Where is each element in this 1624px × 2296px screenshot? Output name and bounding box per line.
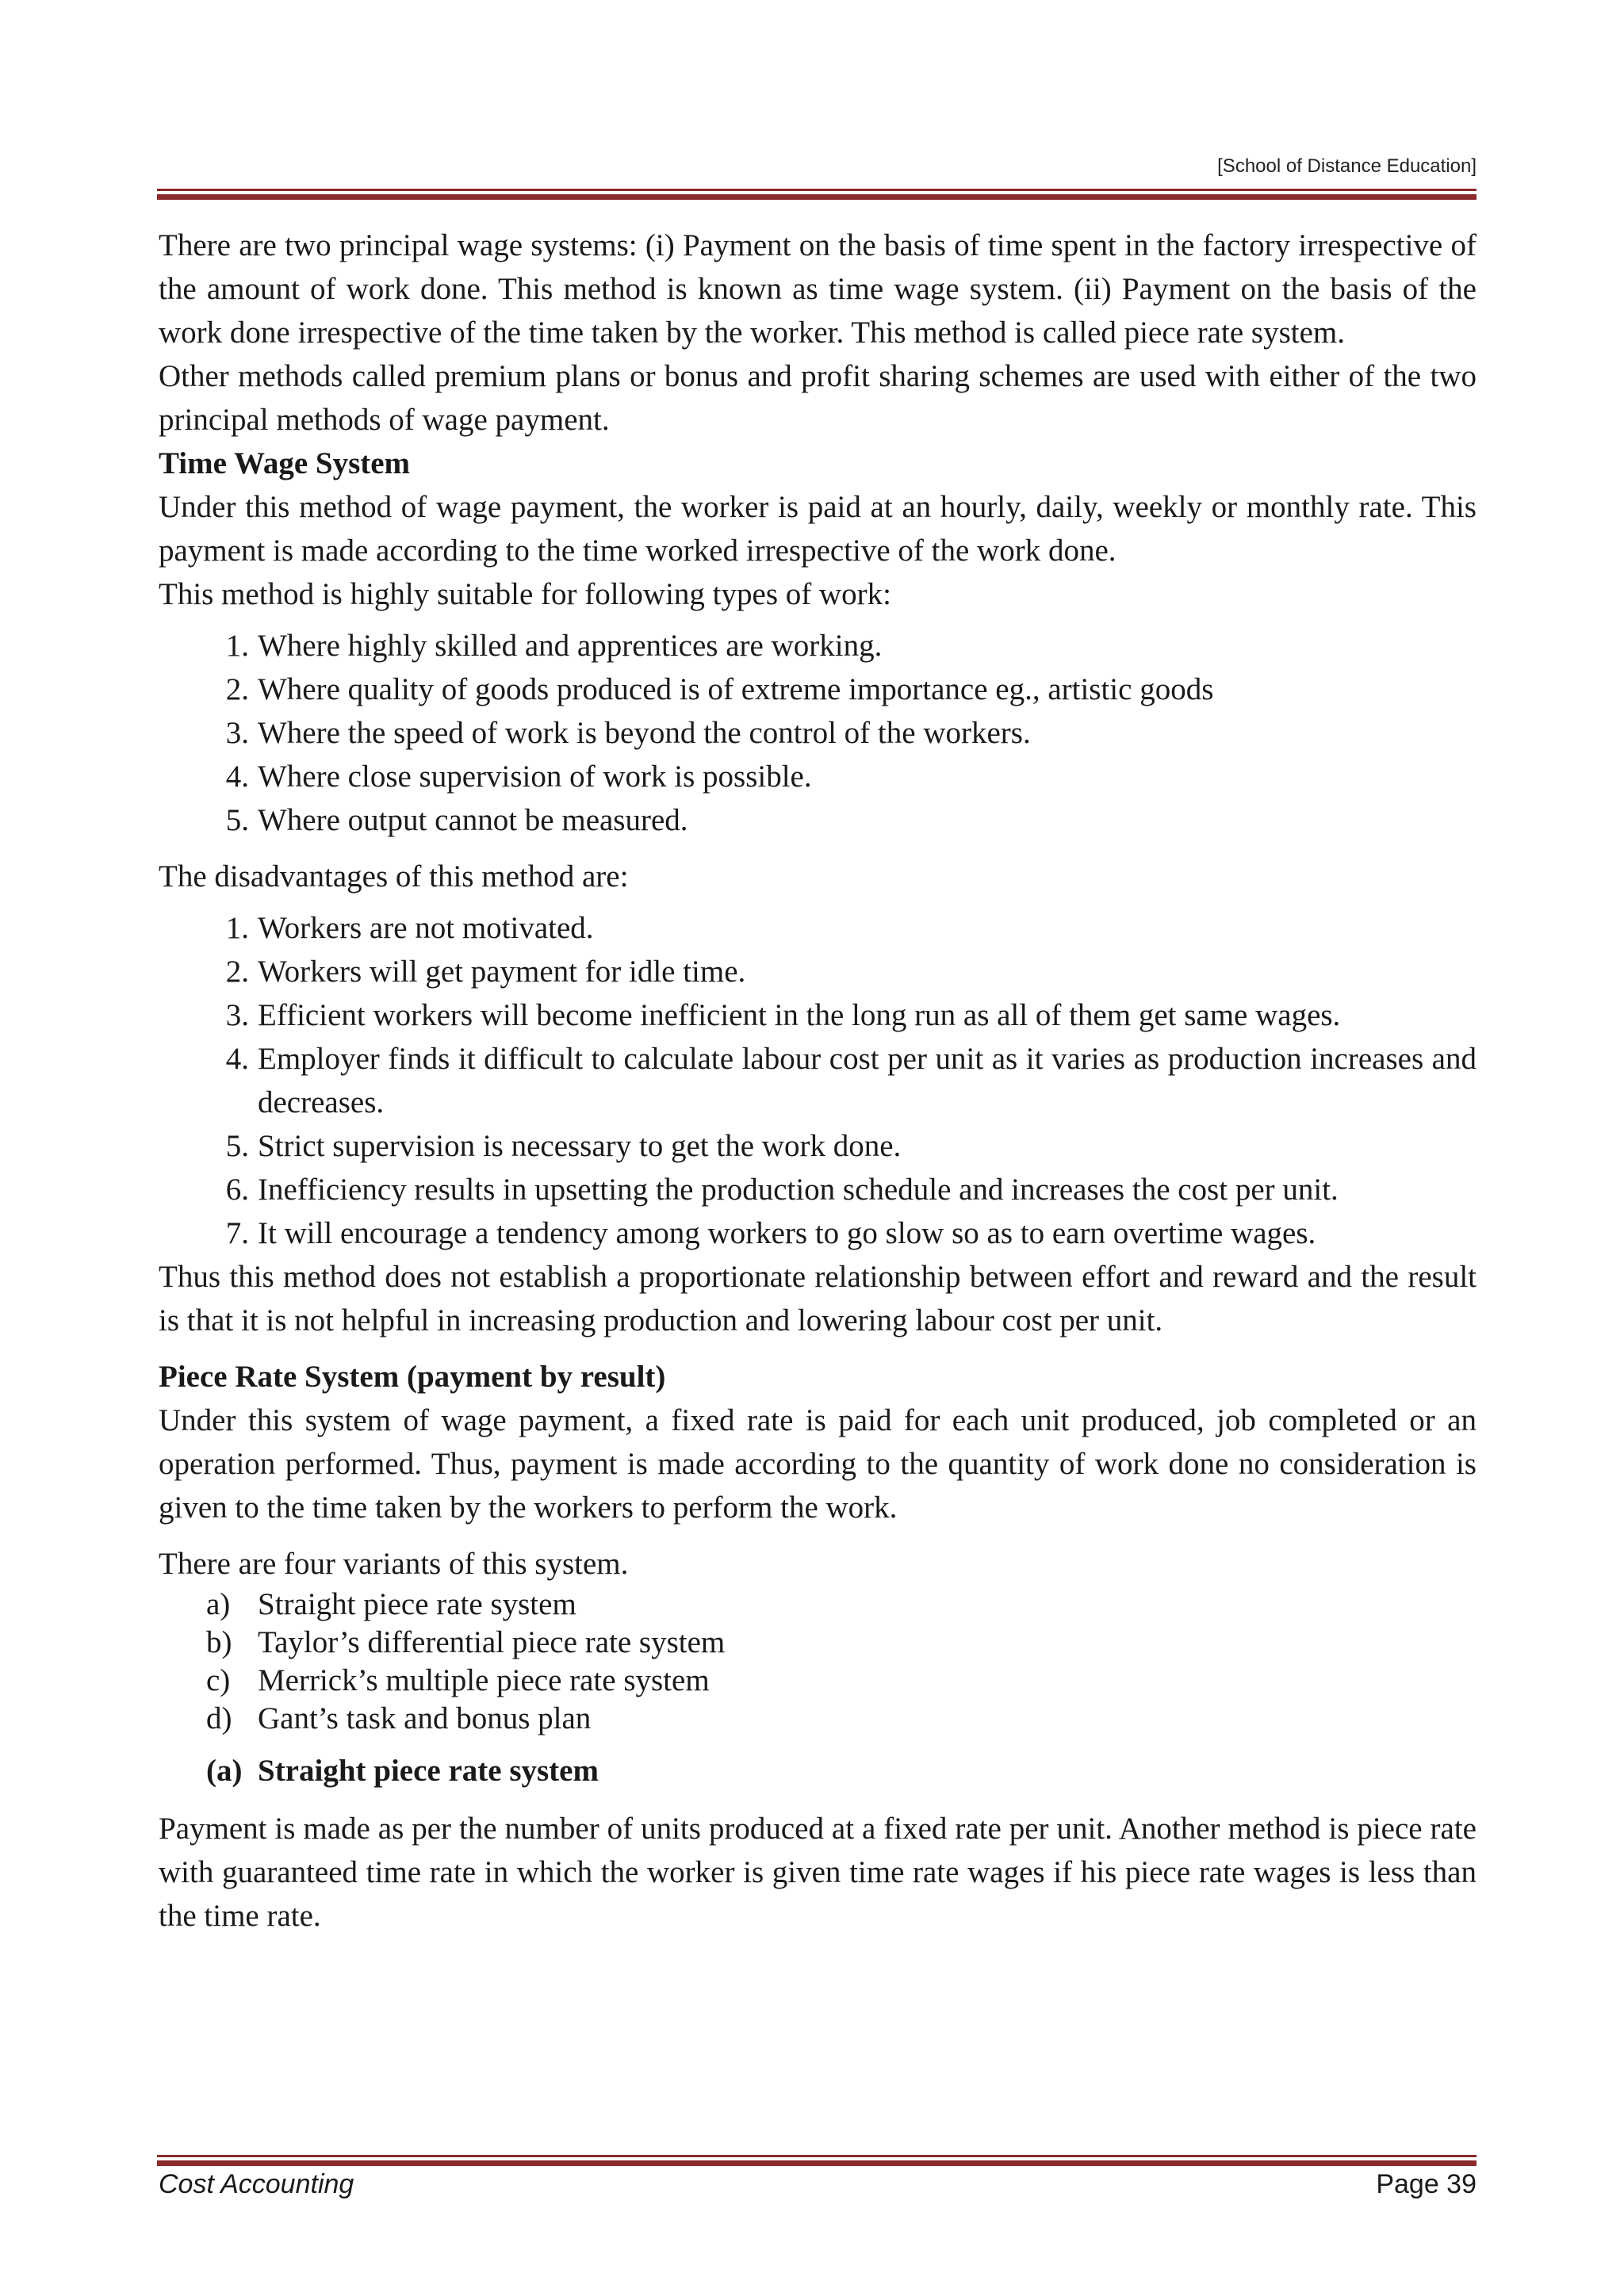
list-item: 2. Workers will get payment for idle time. [225, 955, 746, 989]
footer-course-title: Cost Accounting [159, 2169, 354, 2199]
page-header: [School of Distance Education] [1217, 155, 1477, 177]
footer-rule [157, 2155, 1477, 2166]
time-wage-conclusion: Thus this method does not establish a proportionate relationship between effort and reward and the result is that it is not helpful in increasing production and lowering labour cost per unit. [159, 1260, 1477, 1337]
list-item: 7. It will encourage a tendency among workers to go slow so as to earn overtime wages. [225, 1216, 1316, 1250]
suitable-work-list [159, 624, 1477, 842]
intro-paragraph-1: There are two principal wage systems: (i) Payment on the basis of time spent in the factory irrespective of the amount of work done. This method is known as time wage system. (ii) Payment on the basis of the work done irrespective of the time taken by the worker. This method is called piece rate system. [159, 228, 1477, 350]
list-item: 2. Where quality of goods produced is of extreme importance eg., artistic goods [225, 672, 1214, 706]
header-rule [157, 189, 1477, 200]
list-item: 3. Efficient workers will become inefficient in the long run as all of them get same wages. [225, 998, 1341, 1032]
list-item: a) Straight piece rate system [206, 1587, 576, 1621]
time-wage-paragraph-2: This method is highly suitable for following types of work: [159, 577, 891, 611]
piece-rate-paragraph: Under this system of wage payment, a fixed rate is paid for each unit produced, job completed or an operation performed. Thus, payment is made according to the quantity of work done no consideration is given to the time taken by the workers to perform the work. [159, 1403, 1477, 1525]
list-item: c) Merrick’s multiple piece rate system [206, 1663, 710, 1697]
variants-list [159, 1586, 1477, 1738]
list-item: 4. Employer finds it difficult to calculate labour cost per unit as it varies as production increases and decreases. [225, 1042, 1477, 1119]
page-content [159, 224, 1477, 1938]
footer-page-number: Page 39 [1376, 2169, 1477, 2199]
list-item: 6. Inefficiency results in upsetting the production schedule and increases the cost per unit. [225, 1173, 1339, 1207]
list-item: b) Taylor’s differential piece rate system [206, 1625, 726, 1659]
list-item: d) Gant’s task and bonus plan [206, 1701, 592, 1735]
straight-piece-rate-subheading: (a) Straight piece rate system [206, 1754, 599, 1788]
intro-paragraph-2: Other methods called premium plans or bonus and profit sharing schemes are used with either of the two principal methods of wage payment. [159, 359, 1477, 437]
variants-intro: There are four variants of this system. [159, 1547, 629, 1581]
disadvantages-list [159, 906, 1477, 1255]
disadvantages-intro: The disadvantages of this method are: [159, 859, 629, 894]
list-item: 1. Where highly skilled and apprentices are working. [225, 629, 883, 663]
time-wage-heading: Time Wage System [159, 446, 411, 480]
list-item: 5. Strict supervision is necessary to get the work done. [225, 1129, 902, 1163]
time-wage-paragraph-1: Under this method of wage payment, the worker is paid at an hourly, daily, weekly or monthly rate. This payment is made according to the time worked irrespective of the work done. [159, 490, 1477, 568]
list-item: 1. Workers are not motivated. [225, 911, 594, 945]
list-item: 3. Where the speed of work is beyond the control of the workers. [225, 716, 1031, 750]
list-item: 4. Where close supervision of work is possible. [225, 760, 812, 794]
piece-rate-heading: Piece Rate System (payment by result) [159, 1360, 666, 1394]
straight-piece-rate-paragraph: Payment is made as per the number of units produced at a fixed rate per unit. Another method is piece rate with guaranteed time rate in which the worker is given time rate wages if his piece rate wages is less than the time rate. [159, 1812, 1477, 1933]
list-item: 5. Where output cannot be measured. [225, 803, 688, 837]
